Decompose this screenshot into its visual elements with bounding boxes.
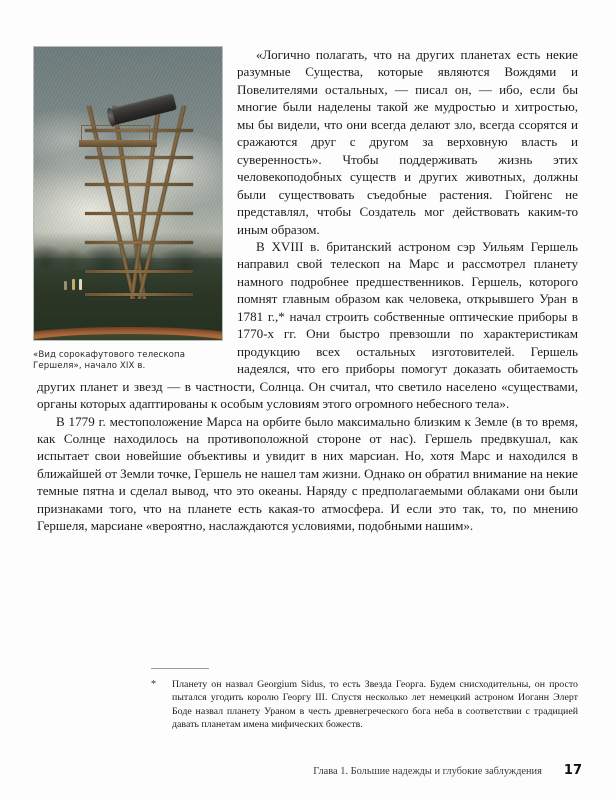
illustration-figure-person <box>79 279 82 290</box>
scaffold-rung <box>85 241 194 244</box>
page-number: 17 <box>563 763 582 778</box>
illustration-track-inner <box>33 334 223 341</box>
illustration-herschel-forty-foot-telescope <box>33 46 223 341</box>
footnote-body <box>151 678 578 731</box>
scaffold-rung <box>85 293 194 296</box>
scaffold-rung <box>85 156 194 159</box>
footnote-marker: * <box>151 679 156 690</box>
illustration-figure-person <box>72 279 75 290</box>
scaffold-rung <box>85 183 194 186</box>
page-footer <box>37 763 582 778</box>
paragraph-mars-opposition-1779: В 1779 г. местоположение Марса на орбите было максимально близким к Земле (в то время, как Солнце находилось на противоположной стороне от нас). Гершель предвкушал, как испытает свои новейшие объективы и увидит в них марсиан. Но, хотя Марс и находился в ближайшей от Земли точке, Гершель не нашел там жизни. Однако он обратил внимание на некие темные пятна и сделал вывод, что это океаны. Наряду с предполагаемыми облаками они были признаками того, что на планете есть какая-то атмосфера. И если это так, то, по мнению Гершеля, марсиане «вероятно, наслаждаются условиями, подобными нашим». <box>37 413 578 534</box>
illustration-figure-person <box>64 281 67 290</box>
figure-herschel-telescope <box>33 46 223 371</box>
figure-caption: «Вид сорокафутового телескопа Гершеля», начало XIX в. <box>33 350 186 371</box>
footer-chapter-title: Глава 1. Большие надежды и глубокие заблуждения <box>313 766 542 777</box>
footnote <box>151 668 578 731</box>
paragraph-herschel-instruments: В XVIII в. британский астроном сэр Уильям Гершель направил свой телескоп на Марс и рассмотрел планету намного подробнее предшественников. Гершель, которого помнят главным образом как человека, открывшего Уран в 1781 г.,* начал строить собственные оптические приборы в 1770-х гг. Они быстро превзошли по характеристикам продукцию всех остальных изготовителей. Гершель надеялся, что его приборы помогут доказать обитаемость других планет и звезд — в частности, Солнца. Он считал, что светило населено «существами, органы которых адаптированы к особым условиям этого огромного небесного тела». <box>37 238 578 412</box>
scaffold-rung <box>85 270 194 273</box>
scaffold-platform-rail <box>81 125 151 142</box>
footnote-separator-rule <box>151 668 209 669</box>
paragraph-huygens: «Логично полагать, что на других планетах есть некие разумные Существа, которые являются Вождями и Повелителями остальных, — писал он, — ибо, если бы многие были наделены такой же мудростью и хитростью, мы бы видели, что они всегда делают зло, всегда ссорятся и сражаются друг с другом за верховную власть и суверенность». Чтобы поддерживать жизнь этих человекоподобных существ и других животных, должны были существовать съедобные растения. Гюйгенс не представлял, чтобы Создатель мог действовать каким-то иным образом. <box>237 47 578 237</box>
scaffold-rung <box>85 212 194 215</box>
illustration-telescope-scaffold <box>79 106 218 299</box>
footnote-text: Планету он назвал Georgium Sidus, то есть Звезда Георга. Будем снисходительны, он просто пытался угодить королю Георгу III. Спустя несколько лет немецкий астроном Иоганн Элерт Боде назвал планету Ураном в честь древнегреческого бога неба в соответствии с традицией давать планетам имена мифических божеств. <box>172 679 578 730</box>
